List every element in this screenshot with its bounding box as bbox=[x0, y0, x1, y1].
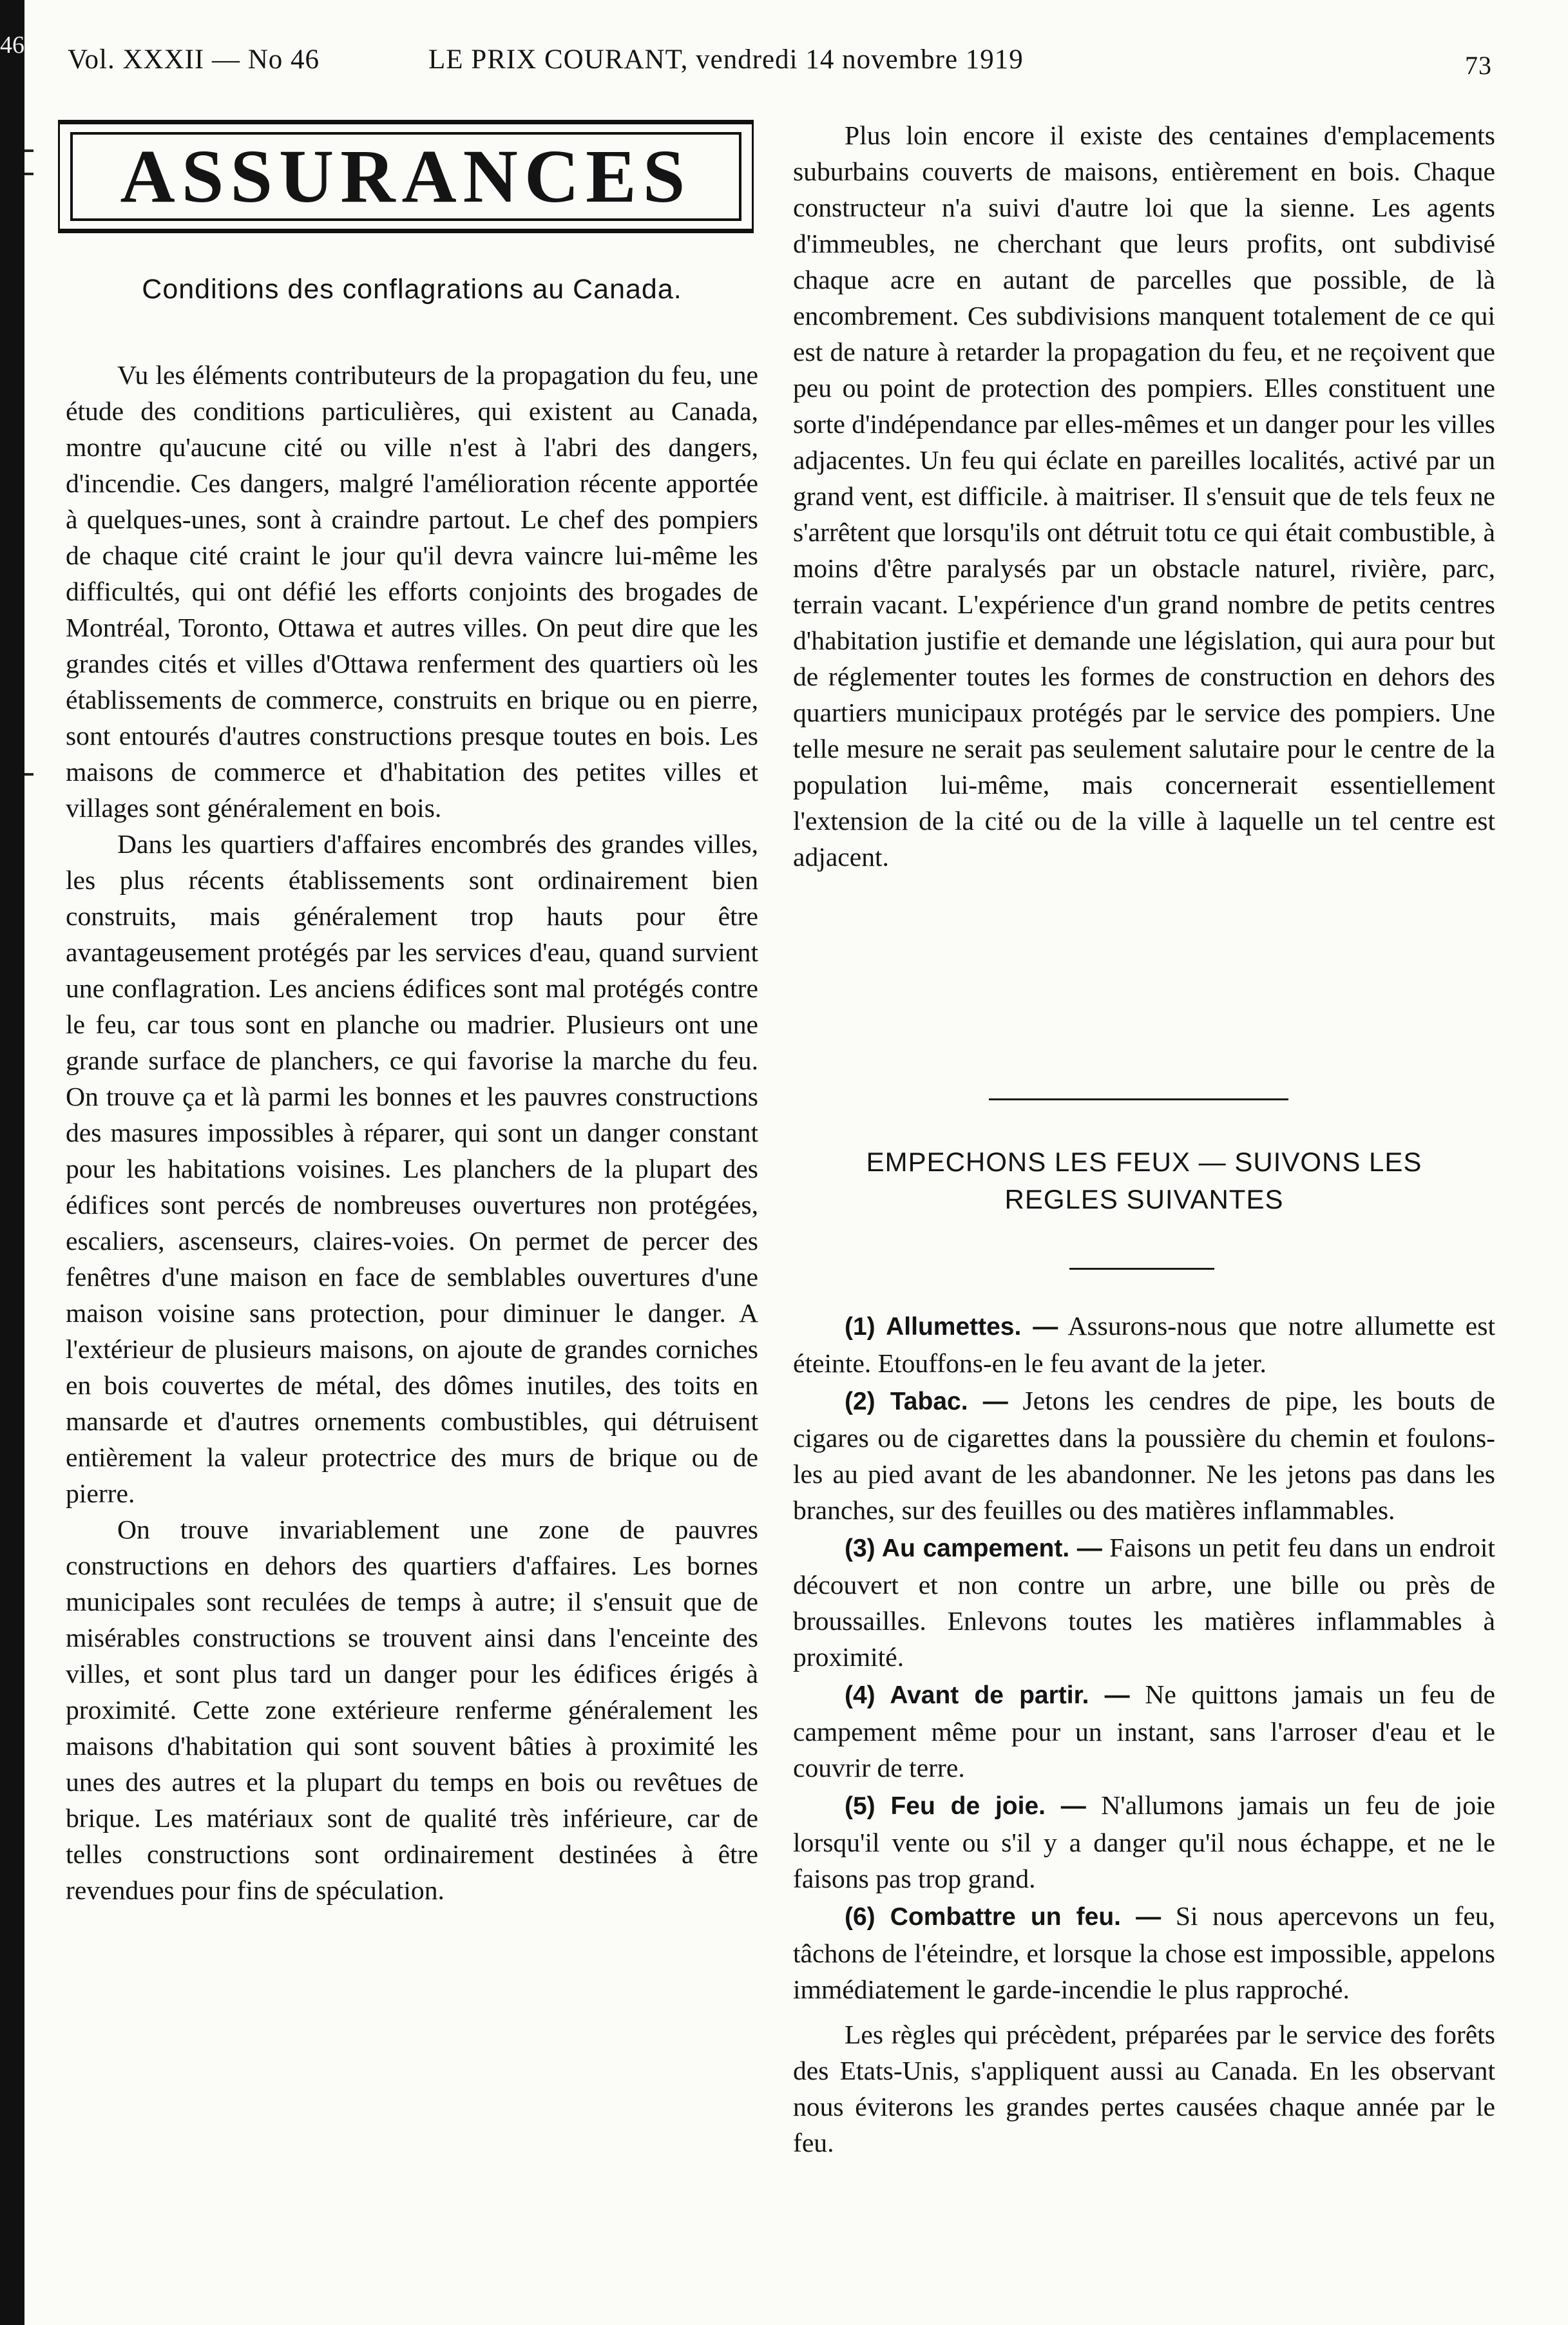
separator-rule bbox=[1069, 1268, 1214, 1270]
margin-tick bbox=[24, 773, 33, 776]
rule-label: (1) Allumettes. — bbox=[845, 1313, 1058, 1341]
masthead-frame bbox=[70, 132, 741, 221]
rule-text: Ne quittons jamais un feu de campement même pour un instant, sans l'arroser d'eau et le couvrir de terre. bbox=[793, 1679, 1495, 1783]
right-column bbox=[793, 117, 1495, 875]
section-masthead bbox=[58, 120, 754, 233]
rule-item bbox=[793, 1529, 1495, 1675]
rule-item bbox=[793, 1676, 1495, 1786]
rule-label: (2) Tabac. — bbox=[845, 1388, 1008, 1415]
margin-page-number: 46 bbox=[0, 32, 24, 59]
page-number: 73 bbox=[1465, 51, 1492, 80]
rule-text: N'allumons jamais un feu de joie lorsqu'il vente ou s'il y a danger qu'il nous échappe, et ne le faisons pas trop grand. bbox=[793, 1790, 1496, 1893]
rule-item bbox=[793, 1787, 1495, 1897]
rule-text: Si nous apercevons un feu, tâchons de l'éteindre, et lorsque la chose est impossible, appelons immédiatement le garde-incendie le plus rapproché. bbox=[793, 1901, 1495, 2004]
binding-edge bbox=[0, 0, 24, 2325]
closing-paragraph: Les règles qui précèdent, préparées par le service des forêts des Etats-Unis, s'appliquent aussi au Canada. En les observant nous éviterons les grandes pertes causées chaque année par le feu. bbox=[793, 2020, 1495, 2158]
rule-item bbox=[793, 1898, 1495, 2007]
masthead-title: ASSURANCES bbox=[120, 134, 692, 218]
rule-text: Assurons-nous que notre allumette est éteinte. Etouffons-en le feu avant de la jeter. bbox=[793, 1311, 1495, 1378]
volume-number: Vol. XXXII — No 46 bbox=[68, 44, 320, 75]
newspaper-title: LE PRIX COURANT, vendredi 14 novembre 1919 bbox=[428, 44, 1024, 75]
rule-label: (3) Au campement. — bbox=[845, 1535, 1102, 1562]
margin-tick bbox=[24, 173, 33, 175]
left-column bbox=[66, 357, 758, 1908]
rule-item bbox=[793, 1308, 1495, 1381]
article-paragraph: Dans les quartiers d'affaires encombrés des grandes villes, les plus récents établissements sont ordinairement bien construits, mais généralement trop hauts pour être avantageusement protégés par les services d'eau, quand survient une conflagration. Les anciens édifices sont mal protégés contre le feu, car tous sont en planche ou madrier. Plusieurs ont une grande surface de planchers, ce qui favorise la marche du feu. On trouve ça et là parmi les bonnes et les pauvres constructions des masures impossibles à réparer, qui sont un danger constant pour les habitations voisines. Les planchers de la plupart des édifices sont percés de nombreuses ouvertures non protégées, escaliers, ascenseurs, claires-voies. On permet de percer des fenêtres d'une maison en face de semblables ouvertures d'une maison voisine sans protection, pour diminuer le danger. A l'extérieur de plusieurs maisons, on ajoute de grandes corniches en bois couvertes de métal, des dômes inutiles, des toits en mansarde et d'autres ornements combustibles, qui détruisent entièrement la valeur protectrice des murs de brique ou de pierre. bbox=[66, 829, 758, 1508]
rule-text: Jetons les cendres de pipe, les bouts de cigares ou de cigarettes dans la poussière du chemin et foulons-les au pied avant de les abandonner. Ne les jetons pas dans les branches, sur des feuilles ou des matières inflammables. bbox=[793, 1386, 1496, 1525]
rule-text: Faisons un petit feu dans un endroit découvert et non contre un arbre, une bille ou près de broussailles. Enlevons toutes les matières inflammables à proximité. bbox=[793, 1533, 1495, 1672]
article-paragraph: Vu les éléments contributeurs de la propagation du feu, une étude des conditions particulières, qui existent au Canada, montre qu'aucune cité ou ville n'est à l'abri des dangers, d'incendie. Ces dangers, malgré l'amélioration récente apportée à quelques-unes, sont à craindre partout. Le chef des pompiers de chaque cité craint le jour qu'il devra vaincre lui-même les difficultés, qui ont défié les efforts conjoints des brogades de Montréal, Toronto, Ottawa et autres villes. On peut dire que les grandes cités et villes d'Ottawa renferment des quartiers où les établissements de commerce, construits en brique ou en pierre, sont entourés d'autres constructions presque toutes en bois. Les maisons de commerce et d'habitation des petites villes et villages sont généralement en bois. bbox=[66, 360, 758, 823]
rule-label: (6) Combattre un feu. — bbox=[845, 1903, 1162, 1931]
rule-label: (4) Avant de partir. — bbox=[845, 1681, 1130, 1709]
running-header bbox=[68, 44, 1492, 85]
fire-rules-list bbox=[793, 1308, 1495, 2161]
notice-title-line: EMPECHONS LES FEUX — SUIVONS LES bbox=[866, 1147, 1422, 1177]
margin-tick bbox=[24, 149, 33, 152]
notice-title-line: REGLES SUIVANTES bbox=[1004, 1184, 1284, 1214]
article-paragraph: On trouve invariablement une zone de pauvres constructions en dehors des quartiers d'affaires. Les bornes municipales sont reculées de temps à autre; il s'ensuit que de misérables constructions se trouvent ainsi dans l'enceinte des villes, et sont plus tard un danger pour les édifices érigés à proximité. Cette zone extérieure renferme généralement les maisons d'habitation qui sont souvent bâties à proximité les unes des autres et la plupart du temps en bois ou revêtues de brique. Les matériaux sont de qualité très inférieure, car de telles constructions sont ordinairement destinées à être revendues pour fins de spéculation. bbox=[66, 1515, 758, 1905]
notice-title bbox=[793, 1143, 1495, 1218]
article-title: Conditions des conflagrations au Canada. bbox=[142, 274, 682, 305]
rule-item bbox=[793, 1383, 1495, 1528]
separator-rule bbox=[989, 1098, 1288, 1100]
article-paragraph: Plus loin encore il existe des centaines d'emplacements suburbains couverts de maisons, entièrement en bois. Chaque constructeur n'a suivi d'autre loi que la sienne. Les agents d'immeubles, ne cherchant que leurs profits, ont subdivisé chaque acre en autant de parcelles que possible, de là encombrement. Ces subdivisions manquent totalement de ce qui est de nature à retarder la propagation du feu, et ne reçoivent que peu ou point de protection des pompiers. Elles constituent une sorte d'indépendance par elles-mêmes et un danger pour les villes adjacentes. Un feu qui éclate en pareilles localités, activé par un grand vent, est difficile. à maitriser. Il s'ensuit que de tels feux ne s'arrêtent que lorsqu'ils ont détruit totu ce qui était combustible, à moins d'être paralysés par un obstacle naturel, rivière, parc, terrain vacant. L'expérience d'un grand nombre de petits centres d'habitation justifie et demande une législation, qui aura pour but de réglementer toutes les formes de construction en dehors des quartiers municipaux protégés par le service des pompiers. Une telle mesure ne serait pas seulement salutaire pour le centre de la population lui-même, mais concernerait essentiellement l'extension de la cité ou de la ville à laquelle un tel centre est adjacent. bbox=[793, 120, 1495, 872]
rule-label: (5) Feu de joie. — bbox=[845, 1792, 1086, 1820]
